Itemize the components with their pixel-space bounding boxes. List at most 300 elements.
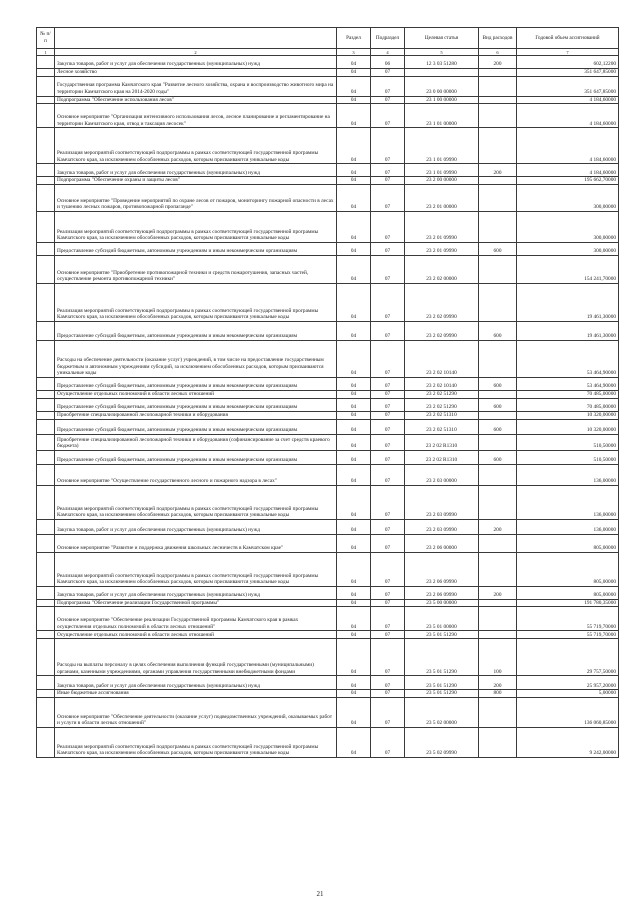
row-subsection: 07 [371, 552, 405, 586]
row-number-cell [37, 128, 55, 164]
row-number-cell [37, 727, 55, 757]
row-section: 04 [337, 639, 371, 676]
row-amount: 805,00000 [517, 586, 619, 599]
row-target-article: 23 2 02 51310 [405, 419, 479, 434]
row-target-article: 23 2 01 09990 [405, 242, 479, 255]
row-subsection: 07 [371, 586, 405, 599]
row-target-article [405, 69, 479, 77]
row-amount: 10 320,00000 [517, 411, 619, 419]
row-target-article: 12 3 03 51280 [405, 56, 479, 69]
row-description: Закупка товаров, работ и услуг для обеспечения государственных (муниципальных) нужд [55, 164, 337, 177]
page-number: 21 [316, 890, 324, 898]
row-target-article: 23 2 02 51290 [405, 398, 479, 411]
table-row [37, 177, 619, 185]
budget-table [36, 27, 619, 758]
row-expense-type [479, 76, 517, 96]
row-description: Приобретение специализированной лесопожарной техники и оборудования [55, 411, 337, 419]
row-expense-type [479, 534, 517, 552]
row-expense-type [479, 607, 517, 631]
row-section: 04 [337, 485, 371, 519]
row-subsection: 07 [371, 434, 405, 450]
row-description: Предоставление субсидий бюджетным, автономным учреждениям и иным некоммерческим организациям [55, 398, 337, 411]
row-amount: 510,50000 [517, 434, 619, 450]
row-description: Расходы на обеспечение деятельности (оказание услуг) учреждений, в том числе на предоставление государственным бюджетным и автономным учреждениям субсидий, за исключением обособленных расходов, которым присваиваются уникальные коды [55, 340, 337, 377]
row-subsection: 07 [371, 96, 405, 104]
row-expense-type [479, 184, 517, 211]
row-amount: 136 060,85000 [517, 697, 619, 727]
row-expense-type: 200 [479, 164, 517, 177]
row-section: 04 [337, 607, 371, 631]
row-amount: 5,00000 [517, 690, 619, 698]
row-expense-type [479, 177, 517, 185]
row-amount: 351 647,85000 [517, 76, 619, 96]
row-number-cell [37, 639, 55, 676]
row-number-cell [37, 485, 55, 519]
header-subsection: Подраздел [371, 28, 405, 49]
row-expense-type [479, 727, 517, 757]
row-number-cell [37, 586, 55, 599]
row-number-cell [37, 211, 55, 242]
row-target-article: 23 5 00 00000 [405, 599, 479, 607]
row-expense-type [479, 340, 517, 377]
table-row [37, 184, 619, 211]
row-section: 04 [337, 534, 371, 552]
table-row [37, 255, 619, 283]
row-section: 04 [337, 464, 371, 485]
table-row [37, 485, 619, 519]
row-section: 04 [337, 76, 371, 96]
row-number-cell [37, 96, 55, 104]
row-section: 04 [337, 419, 371, 434]
row-section: 04 [337, 283, 371, 321]
row-description: Основное мероприятие "Обеспечение реализации Государственной программы Камчатского края в рамках осуществления отдельных полномочий в области лесных отношений" [55, 607, 337, 631]
row-target-article: 23 2 01 09990 [405, 211, 479, 242]
row-description: Основное мероприятие "Приобретение противопожарной техники и средств пожаротушения, запасных частей, осуществление ремонта противопожарной техники" [55, 255, 337, 283]
row-expense-type [479, 631, 517, 639]
row-subsection: 07 [371, 69, 405, 77]
row-number-cell [37, 321, 55, 340]
row-target-article: 23 2 03 09990 [405, 519, 479, 534]
row-subsection: 07 [371, 390, 405, 398]
column-number: 3 [337, 49, 371, 56]
row-subsection: 07 [371, 727, 405, 757]
column-number: 1 [37, 49, 55, 56]
table-row [37, 697, 619, 727]
row-expense-type [479, 255, 517, 283]
row-amount: 4 184,60000 [517, 128, 619, 164]
row-description: Осуществление отдельных полномочий в области лесных отношений [55, 390, 337, 398]
row-expense-type [479, 390, 517, 398]
table-row [37, 390, 619, 398]
row-number-cell [37, 177, 55, 185]
row-expense-type [479, 283, 517, 321]
row-number-cell [37, 464, 55, 485]
row-section: 04 [337, 255, 371, 283]
row-expense-type: 200 [479, 519, 517, 534]
row-amount: 4 184,60000 [517, 96, 619, 104]
row-description: Предоставление субсидий бюджетным, автономным учреждениям и иным некоммерческим организациям [55, 377, 337, 390]
row-number-cell [37, 56, 55, 69]
row-target-article: 23 2 02 51290 [405, 390, 479, 398]
row-target-article: 23 2 06 09990 [405, 552, 479, 586]
table-row [37, 676, 619, 690]
row-expense-type: 800 [479, 690, 517, 698]
row-number-cell [37, 164, 55, 177]
row-target-article: 23 5 01 51290 [405, 639, 479, 676]
row-description: Предоставление субсидий бюджетным, автономным учреждениям и иным некоммерческим организациям [55, 419, 337, 434]
row-target-article: 23 2 06 00000 [405, 534, 479, 552]
row-number-cell [37, 69, 55, 77]
row-number-cell [37, 104, 55, 128]
row-amount: 19 461,30000 [517, 283, 619, 321]
row-expense-type [479, 96, 517, 104]
table-row [37, 450, 619, 464]
row-section: 04 [337, 177, 371, 185]
row-description: Основное мероприятие "Организация интенсивного использования лесов, лесное планирование и регламентирование на территории Камчатского края, отвод и таксация лесосек" [55, 104, 337, 128]
row-section: 04 [337, 390, 371, 398]
row-number-cell [37, 676, 55, 690]
row-description: Основное мероприятие "Развитие и поддержка движения школьных лесничеств в Камчатском крае" [55, 534, 337, 552]
row-section: 04 [337, 631, 371, 639]
row-expense-type: 100 [479, 639, 517, 676]
row-amount: 25 957,20000 [517, 676, 619, 690]
row-section: 04 [337, 128, 371, 164]
header-expense-type: Вид расходов [479, 28, 517, 49]
row-amount: 136,00000 [517, 485, 619, 519]
row-subsection: 07 [371, 419, 405, 434]
row-description: Подпрограмма "Обеспечение охраны и защиты лесов" [55, 177, 337, 185]
row-target-article: 23 2 02 R1310 [405, 434, 479, 450]
row-number-cell [37, 450, 55, 464]
column-number: 7 [517, 49, 619, 56]
table-row [37, 599, 619, 607]
row-amount: 70 485,00000 [517, 390, 619, 398]
row-amount: 4 184,60000 [517, 104, 619, 128]
row-description: Закупка товаров, работ и услуг для обеспечения государственных (муниципальных) нужд [55, 676, 337, 690]
table-row [37, 631, 619, 639]
row-amount: 136,00000 [517, 464, 619, 485]
table-row [37, 164, 619, 177]
row-number-cell [37, 631, 55, 639]
row-subsection: 07 [371, 398, 405, 411]
table-row [37, 76, 619, 96]
row-target-article: 23 1 01 00000 [405, 104, 479, 128]
row-section: 04 [337, 242, 371, 255]
row-amount: 4 184,60000 [517, 164, 619, 177]
table-body [37, 56, 619, 758]
row-expense-type: 600 [479, 450, 517, 464]
row-section: 04 [337, 599, 371, 607]
row-target-article: 23 5 02 09990 [405, 727, 479, 757]
row-section: 04 [337, 727, 371, 757]
row-section: 04 [337, 69, 371, 77]
row-number-cell [37, 398, 55, 411]
row-subsection: 07 [371, 283, 405, 321]
row-subsection: 07 [371, 639, 405, 676]
row-description: Предоставление субсидий бюджетным, автономным учреждениям и иным некоммерческим организациям [55, 242, 337, 255]
row-amount: 510,50000 [517, 450, 619, 464]
row-target-article: 23 2 02 R1310 [405, 450, 479, 464]
row-target-article: 23 5 01 00000 [405, 607, 479, 631]
column-number: 6 [479, 49, 517, 56]
row-amount: 805,00000 [517, 552, 619, 586]
row-description: Основное мероприятие "Осуществление государственного лесного и пожарного надзора в лесах" [55, 464, 337, 485]
row-description: Приобретение специализированной лесопожарной техники и оборудования (софинансирование за счет средств краевого бюджета) [55, 434, 337, 450]
row-section: 04 [337, 676, 371, 690]
row-amount: 602,12200 [517, 56, 619, 69]
table-row [37, 534, 619, 552]
row-target-article: 23 2 02 10140 [405, 340, 479, 377]
row-subsection: 07 [371, 104, 405, 128]
row-description: Закупка товаров, работ и услуг для обеспечения государственных (муниципальных) нужд [55, 56, 337, 69]
row-subsection: 07 [371, 534, 405, 552]
table-row [37, 552, 619, 586]
table-row [37, 340, 619, 377]
row-expense-type [479, 411, 517, 419]
row-target-article: 23 5 01 51290 [405, 690, 479, 698]
row-subsection: 07 [371, 255, 405, 283]
row-number-cell [37, 377, 55, 390]
table-row [37, 586, 619, 599]
row-expense-type [479, 552, 517, 586]
row-subsection: 07 [371, 321, 405, 340]
row-subsection: 07 [371, 184, 405, 211]
row-expense-type: 600 [479, 398, 517, 411]
row-target-article: 23 1 01 09990 [405, 128, 479, 164]
row-subsection: 07 [371, 676, 405, 690]
header-num: № п/п [37, 28, 55, 49]
table-row [37, 464, 619, 485]
table-row [37, 690, 619, 698]
row-expense-type [479, 485, 517, 519]
table-row [37, 607, 619, 631]
row-amount: 154 241,70000 [517, 255, 619, 283]
row-target-article: 23 2 06 09990 [405, 586, 479, 599]
row-target-article: 23 5 02 00000 [405, 697, 479, 727]
row-section: 04 [337, 377, 371, 390]
row-section: 04 [337, 586, 371, 599]
row-number-cell [37, 552, 55, 586]
header-target-article: Целевая статья [405, 28, 479, 49]
table-row [37, 128, 619, 164]
row-target-article: 23 2 01 00000 [405, 184, 479, 211]
row-subsection: 07 [371, 76, 405, 96]
row-section: 04 [337, 164, 371, 177]
row-number-cell [37, 419, 55, 434]
table-row [37, 321, 619, 340]
row-description: Реализация мероприятий соответствующей подпрограммы в рамках соответствующей государственной программы Камчатского края, за исключением обособленных расходов, которым присваиваются уникальные коды [55, 552, 337, 586]
row-section: 04 [337, 398, 371, 411]
row-amount: 29 757,50000 [517, 639, 619, 676]
row-subsection: 07 [371, 599, 405, 607]
row-subsection: 07 [371, 177, 405, 185]
row-expense-type: 600 [479, 242, 517, 255]
row-subsection: 07 [371, 690, 405, 698]
row-section: 04 [337, 184, 371, 211]
row-section: 04 [337, 96, 371, 104]
row-amount: 53 464,90000 [517, 340, 619, 377]
row-subsection: 07 [371, 377, 405, 390]
row-amount: 55 719,70000 [517, 607, 619, 631]
row-amount: 195 662,70000 [517, 177, 619, 185]
row-amount: 136,00000 [517, 519, 619, 534]
row-expense-type: 200 [479, 676, 517, 690]
row-expense-type: 200 [479, 586, 517, 599]
row-amount: 300,00000 [517, 184, 619, 211]
row-amount: 19 461,30000 [517, 321, 619, 340]
row-section: 04 [337, 56, 371, 69]
row-number-cell [37, 607, 55, 631]
row-description: Предоставление субсидий бюджетным, автономным учреждениям и иным некоммерческим организациям [55, 450, 337, 464]
row-target-article: 23 1 00 00000 [405, 96, 479, 104]
table-row [37, 411, 619, 419]
row-description: Основное мероприятие "Обеспечение деятельности (оказание услуг) подведомственных учреждений, оказываемых работ и услуги в области лесных отношений" [55, 697, 337, 727]
table-row [37, 419, 619, 434]
row-amount: 53 464,90000 [517, 377, 619, 390]
row-number-cell [37, 283, 55, 321]
row-subsection: 07 [371, 519, 405, 534]
row-amount: 10 320,00000 [517, 419, 619, 434]
column-number: 5 [405, 49, 479, 56]
table-row [37, 377, 619, 390]
row-amount: 9 242,00000 [517, 727, 619, 757]
row-subsection: 07 [371, 128, 405, 164]
header-annual-amount: Годовой объем ассигнований [517, 28, 619, 49]
header-description [55, 28, 337, 49]
row-subsection: 07 [371, 164, 405, 177]
row-expense-type [479, 104, 517, 128]
row-section: 04 [337, 411, 371, 419]
row-subsection: 07 [371, 607, 405, 631]
row-amount: 805,00000 [517, 534, 619, 552]
row-section: 04 [337, 104, 371, 128]
row-target-article: 23 2 02 09990 [405, 283, 479, 321]
row-number-cell [37, 340, 55, 377]
table-header-row [37, 28, 619, 49]
row-description: Реализация мероприятий соответствующей подпрограммы в рамках соответствующей государственной программы Камчатского края, за исключением обособленных расходов, которым присваиваются уникальные коды [55, 283, 337, 321]
row-section: 04 [337, 552, 371, 586]
row-expense-type [479, 211, 517, 242]
row-description: Лесное хозяйство [55, 69, 337, 77]
row-subsection: 07 [371, 485, 405, 519]
row-target-article: 23 5 01 51290 [405, 676, 479, 690]
table-row [37, 727, 619, 757]
row-description: Закупка товаров, работ и услуг для обеспечения государственных (муниципальных) нужд [55, 586, 337, 599]
row-expense-type [479, 69, 517, 77]
row-amount: 351 647,85000 [517, 69, 619, 77]
row-amount: 55 719,70000 [517, 631, 619, 639]
row-section: 04 [337, 697, 371, 727]
row-section: 04 [337, 340, 371, 377]
row-section: 04 [337, 434, 371, 450]
column-numbers-row [37, 49, 619, 56]
table-row [37, 104, 619, 128]
row-number-cell [37, 534, 55, 552]
table-row [37, 96, 619, 104]
table-row [37, 398, 619, 411]
row-expense-type: 600 [479, 419, 517, 434]
row-subsection: 07 [371, 697, 405, 727]
row-target-article: 23 2 02 00000 [405, 255, 479, 283]
row-subsection: 07 [371, 464, 405, 485]
row-amount: 300,00000 [517, 242, 619, 255]
row-number-cell [37, 599, 55, 607]
row-amount: 191 780,35000 [517, 599, 619, 607]
header-section: Раздел [337, 28, 371, 49]
row-target-article: 23 0 00 00000 [405, 76, 479, 96]
row-target-article: 23 2 02 10140 [405, 377, 479, 390]
row-description: Подпрограмма "Обеспечение использования лесов" [55, 96, 337, 104]
table-row [37, 639, 619, 676]
row-number-cell [37, 255, 55, 283]
table-row [37, 519, 619, 534]
row-number-cell [37, 76, 55, 96]
row-description: Реализация мероприятий соответствующей подпрограммы в рамках соответствующей государственной программы Камчатского края, за исключением обособленных расходов, которым присваиваются уникальные коды [55, 128, 337, 164]
row-expense-type: 600 [479, 377, 517, 390]
row-expense-type: 600 [479, 321, 517, 340]
row-expense-type [479, 434, 517, 450]
row-number-cell [37, 519, 55, 534]
table-row [37, 69, 619, 77]
row-description: Осуществление отдельных полномочий в области лесных отношений [55, 631, 337, 639]
row-target-article: 23 2 02 09990 [405, 321, 479, 340]
row-subsection: 07 [371, 450, 405, 464]
column-number: 4 [371, 49, 405, 56]
row-number-cell [37, 697, 55, 727]
row-number-cell [37, 434, 55, 450]
row-amount: 70 485,00000 [517, 398, 619, 411]
row-number-cell [37, 411, 55, 419]
row-subsection: 07 [371, 631, 405, 639]
row-description: Реализация мероприятий соответствующей подпрограммы в рамках соответствующей государственной программы Камчатского края, за исключением обособленных расходов, которым присваиваются уникальные коды [55, 485, 337, 519]
row-target-article: 23 2 03 00000 [405, 464, 479, 485]
row-subsection: 07 [371, 340, 405, 377]
row-description: Подпрограмма "Обеспечение реализации Государственной программы" [55, 599, 337, 607]
row-subsection: 07 [371, 411, 405, 419]
row-number-cell [37, 690, 55, 698]
row-description: Расходы на выплаты персоналу в целях обеспечения выполнения функций государственными (муниципальными) органами, казенными учреждениями, органами управления государственными внебюджетными фондами [55, 639, 337, 676]
row-amount: 300,00000 [517, 211, 619, 242]
table-row [37, 211, 619, 242]
row-description: Реализация мероприятий соответствующей подпрограммы в рамках соответствующей государственной программы Камчатского края, за исключением обособленных расходов, которым присваиваются уникальные коды [55, 727, 337, 757]
row-subsection: 07 [371, 242, 405, 255]
row-target-article: 23 5 01 51290 [405, 631, 479, 639]
table-row [37, 434, 619, 450]
row-target-article: 23 2 00 00000 [405, 177, 479, 185]
row-target-article: 23 1 01 09990 [405, 164, 479, 177]
row-section: 04 [337, 450, 371, 464]
row-description: Государственная программа Камчатского края "Развитие лесного хозяйства, охрана и воспроизводство животного мира на территории Камчатского края на 2014-2020 годы" [55, 76, 337, 96]
row-expense-type [479, 128, 517, 164]
row-expense-type [479, 464, 517, 485]
row-target-article: 23 2 02 51310 [405, 411, 479, 419]
row-target-article: 23 2 03 09990 [405, 485, 479, 519]
row-subsection: 07 [371, 211, 405, 242]
row-number-cell [37, 184, 55, 211]
row-section: 04 [337, 690, 371, 698]
row-number-cell [37, 390, 55, 398]
row-subsection: 06 [371, 56, 405, 69]
table-row [37, 56, 619, 69]
row-description: Реализация мероприятий соответствующей подпрограммы в рамках соответствующей государственной программы Камчатского края, за исключением обособленных расходов, которым присваиваются уникальные коды [55, 211, 337, 242]
row-expense-type: 200 [479, 56, 517, 69]
table-row [37, 283, 619, 321]
row-number-cell [37, 242, 55, 255]
row-expense-type [479, 599, 517, 607]
row-section: 04 [337, 321, 371, 340]
row-expense-type [479, 697, 517, 727]
row-description: Основное мероприятие "Проведение мероприятий по охране лесов от пожаров, мониторингу пожарной опасности в лесах и тушению лесных пожаров, противопожарной пропаганде" [55, 184, 337, 211]
